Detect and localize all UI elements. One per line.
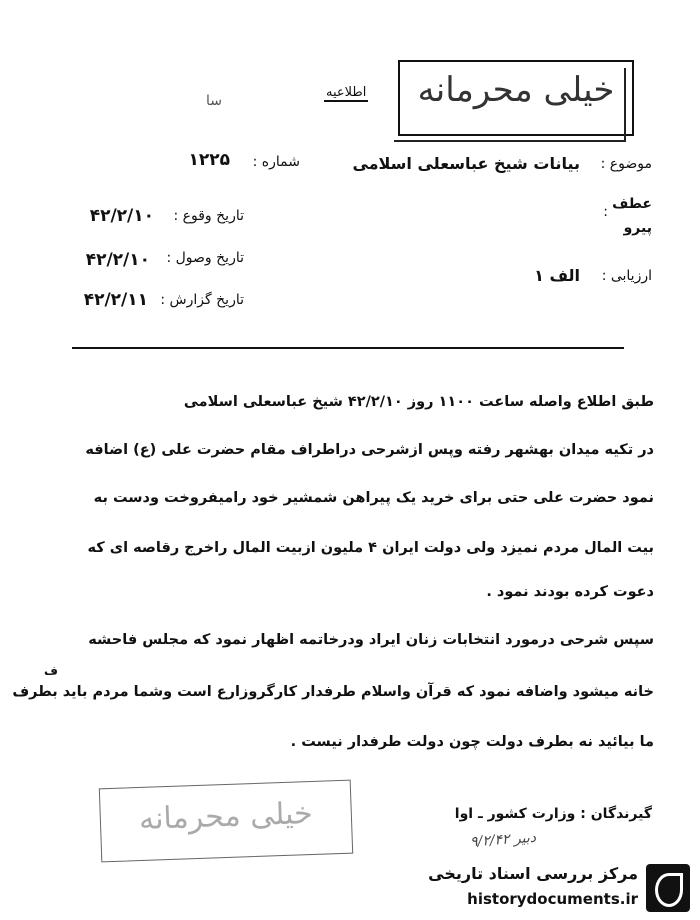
body-line-3: نمود حضرت علی حتی برای خرید یک پیراهن شمشیر خود رامیفروخت ودست به (93, 490, 654, 506)
number-value: ۱۲۲۵ (188, 150, 230, 170)
body-line-6: سپس شرحی درمورد انتخابات زنان ایراد ودرخاتمه اظهار نمود که مجلس فاحشه (88, 632, 654, 648)
date-occur-label: تاریخ وقوع : (173, 208, 244, 224)
evaluation-label: ارزیابی : (601, 268, 652, 284)
date-report-label: تاریخ گزارش : (160, 292, 244, 308)
watermark-url: historydocuments.ir (467, 890, 638, 908)
reference-colon: : (603, 204, 608, 220)
subject-label: موضوع : (600, 156, 652, 172)
body-line-1: طبق اطلاع واصله ساعت ۱۱۰۰ روز ۴۲/۲/۱۰ شیخ عباسعلی اسلامی (183, 394, 654, 410)
body-line-4: بیت المال مردم نمیزد ولی دولت ایران ۴ ملیون ازبیت المال راخرج رقاصه ای که (87, 540, 654, 556)
body-line-7: خانه میشود واضافه نمود که قرآن واسلام طرفدار کارگروزارع است وشما مردم باید بطرف (12, 684, 654, 700)
date-receive-value: ۴۲/۲/۱۰ (85, 250, 150, 270)
evaluation-value: الف ۱ (534, 266, 580, 285)
handwritten-signature: دبیر ۹/۲/۴۲ (469, 829, 537, 851)
subject-value: بیانات شیخ عباسعلی اسلامی (352, 154, 580, 173)
date-receive-label: تاریخ وصول : (166, 250, 244, 266)
body-line-2: در تکیه میدان بهشهر رفته وپس ازشرحی دراطراف مقام حضرت علی (ع) اضافه (85, 442, 654, 458)
watermark (410, 860, 690, 916)
recipients-line: گیرندگان : وزارت کشور ـ اوا (454, 806, 652, 822)
corner-mark: سا (206, 93, 222, 109)
watermark-title: مرکز بررسی اسناد تاریخی (428, 864, 638, 883)
date-report-value: ۴۲/۲/۱۱ (83, 290, 148, 310)
body-line-5: دعوت کرده بودند نمود . (486, 584, 654, 600)
date-occur-value: ۴۲/۲/۱۰ (89, 206, 154, 226)
divider-line (72, 347, 624, 349)
classification-stamp-text: خیلی محرمانه (417, 70, 615, 110)
classification-stamp (398, 60, 634, 136)
number-label: شماره : (252, 154, 300, 170)
followup-label: پیرو (623, 220, 652, 236)
body-line-8: ما بیائید نه بطرف دولت چون دولت طرفدار نیست . (290, 734, 654, 750)
body-margin-note: ف (44, 664, 58, 678)
reference-label: عطف (612, 196, 652, 212)
archive-logo-icon (646, 864, 690, 912)
footer-classification-stamp (99, 780, 353, 863)
footer-stamp-text: خیلی محرمانه (138, 795, 314, 838)
notice-label: اطلاعیه (326, 85, 367, 100)
